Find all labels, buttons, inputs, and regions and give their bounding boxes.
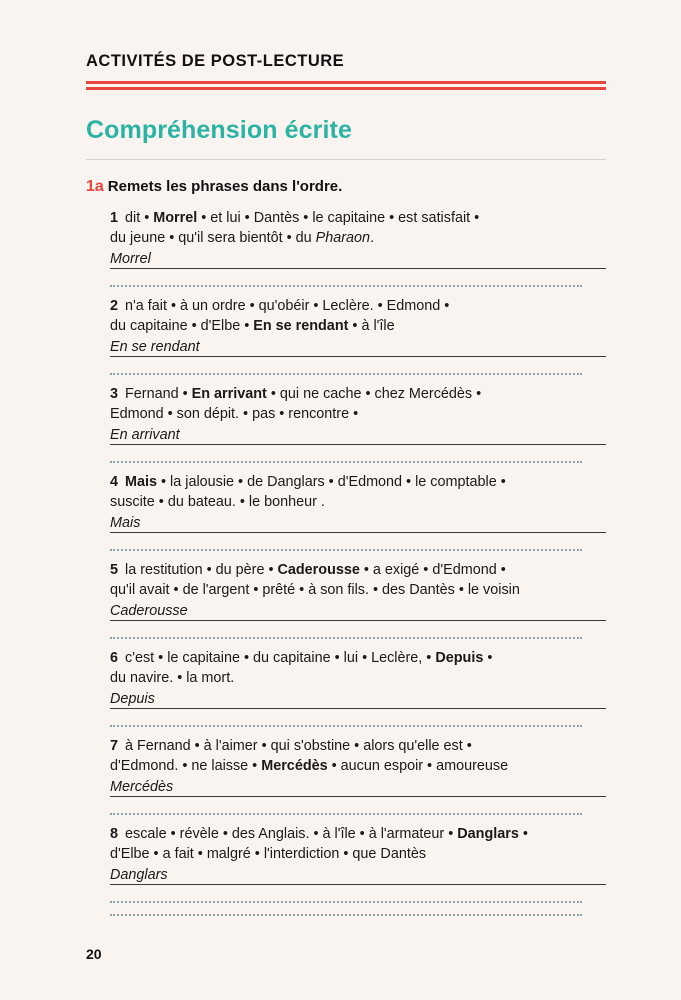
item-text-line <box>110 580 606 600</box>
page-title: Compréhension écrite <box>86 116 352 144</box>
answer-line[interactable] <box>110 338 606 360</box>
answer-dotted-line[interactable] <box>110 901 582 903</box>
exercise-item <box>110 648 606 727</box>
item-text-line <box>110 492 606 512</box>
answer-underline <box>110 620 606 621</box>
answer-underline <box>110 268 606 269</box>
exercise-item <box>110 208 606 287</box>
answer-start-word: Mais <box>110 515 141 531</box>
answer-dotted-line[interactable] <box>110 549 582 551</box>
item-text-segment: Mais <box>125 474 158 490</box>
answer-underline <box>110 444 606 445</box>
item-text-segment: Fernand • <box>125 386 192 402</box>
item-text-segment: Edmond • son dépit. • pas • rencontre • <box>110 406 359 422</box>
item-number: 6 <box>110 650 123 666</box>
exercise-items <box>110 208 606 916</box>
answer-line[interactable] <box>110 514 606 536</box>
rule-bar-top <box>86 81 606 84</box>
exercise-header <box>86 178 606 196</box>
item-text-line <box>110 844 606 864</box>
item-text-segment: du jeune • qu'il sera bientôt • du <box>110 230 316 246</box>
exercise-item <box>110 824 606 916</box>
answer-dotted-line[interactable] <box>110 461 582 463</box>
page-content <box>86 52 606 925</box>
item-text-segment: du capitaine • d'Elbe • <box>110 318 254 334</box>
item-number: 5 <box>110 562 123 578</box>
item-text-line <box>110 296 606 316</box>
item-text-line <box>110 316 606 336</box>
item-text-segment: . <box>370 230 375 246</box>
item-text-segment: • <box>483 650 493 666</box>
item-text-line <box>110 668 606 688</box>
page-number: 20 <box>86 946 102 962</box>
answer-underline <box>110 356 606 357</box>
double-rule <box>86 81 606 90</box>
item-text-line <box>110 208 606 228</box>
item-text-segment: Caderousse <box>277 562 360 578</box>
item-text-segment: Morrel <box>153 210 198 226</box>
item-text-line <box>110 228 606 248</box>
item-number: 3 <box>110 386 123 402</box>
item-text-segment: • qui ne cache • chez Mercédès • <box>266 386 482 402</box>
item-text-segment: dit • <box>125 210 154 226</box>
item-text-line <box>110 384 606 404</box>
answer-line[interactable] <box>110 690 606 712</box>
item-text-segment: Mercédès <box>261 758 328 774</box>
answer-underline <box>110 532 606 533</box>
exercise-item <box>110 736 606 815</box>
item-text-line <box>110 404 606 424</box>
item-text-line <box>110 560 606 580</box>
item-text-segment: la restitution • du père • <box>125 562 278 578</box>
answer-start-word: En se rendant <box>110 339 200 355</box>
divider <box>86 159 606 160</box>
exercise-instruction: Remets les phrases dans l'ordre. <box>107 178 343 195</box>
answer-start-word: Caderousse <box>110 603 188 619</box>
item-text-segment: • aucun espoir • amoureuse <box>327 758 509 774</box>
item-text-segment: Danglars <box>457 826 519 842</box>
answer-dotted-line[interactable] <box>110 813 582 815</box>
item-text-segment: c'est • le capitaine • du capitaine • lui • Leclère, • <box>125 650 436 666</box>
item-text-segment: d'Edmond. • ne laisse • <box>110 758 262 774</box>
answer-start-word: Morrel <box>110 251 151 267</box>
item-text-segment: • <box>518 826 528 842</box>
item-number: 4 <box>110 474 123 490</box>
answer-line[interactable] <box>110 426 606 448</box>
item-text-line <box>110 756 606 776</box>
item-text-segment: En se rendant <box>253 318 349 334</box>
answer-underline <box>110 708 606 709</box>
exercise-item <box>110 384 606 463</box>
answer-dotted-line[interactable] <box>110 725 582 727</box>
answer-line[interactable] <box>110 778 606 800</box>
exercise-number: 1a <box>86 178 104 195</box>
item-text-segment: • et lui • Dantès • le capitaine • est satisfait • <box>197 210 480 226</box>
answer-line[interactable] <box>110 250 606 272</box>
item-text-segment: Depuis <box>435 650 484 666</box>
answer-start-word: Depuis <box>110 691 155 707</box>
item-text-segment: à Fernand • à l'aimer • qui s'obstine • alors qu'elle est • <box>125 738 472 754</box>
answer-start-word: Mercédès <box>110 779 174 795</box>
answer-dotted-line[interactable] <box>110 373 582 375</box>
item-number: 7 <box>110 738 123 754</box>
item-text-segment: • a exigé • d'Edmond • <box>359 562 506 578</box>
item-text-segment: du navire. • la mort. <box>110 670 235 686</box>
item-text-segment: d'Elbe • a fait • malgré • l'interdiction • que Dantès <box>110 846 427 862</box>
answer-start-word: Danglars <box>110 867 168 883</box>
item-text-line <box>110 736 606 756</box>
answer-underline <box>110 884 606 885</box>
item-number: 1 <box>110 210 123 226</box>
answer-line[interactable] <box>110 602 606 624</box>
exercise-item <box>110 472 606 551</box>
rule-bar-bottom <box>86 87 606 90</box>
item-text-segment: suscite • du bateau. • le bonheur . <box>110 494 325 510</box>
item-text-segment: escale • révèle • des Anglais. • à l'île • à l'armateur • <box>125 826 458 842</box>
item-text-line <box>110 472 606 492</box>
answer-dotted-line[interactable] <box>110 914 582 916</box>
answer-start-word: En arrivant <box>110 427 180 443</box>
answer-dotted-line[interactable] <box>110 285 582 287</box>
item-number: 8 <box>110 826 123 842</box>
item-number: 2 <box>110 298 123 314</box>
item-text-line <box>110 648 606 668</box>
item-text-segment: • la jalousie • de Danglars • d'Edmond • le comptable • <box>157 474 506 490</box>
exercise-item <box>110 296 606 375</box>
exercise-item <box>110 560 606 639</box>
item-text-segment: Pharaon <box>315 230 371 246</box>
item-text-line <box>110 824 606 844</box>
answer-dotted-line[interactable] <box>110 637 582 639</box>
answer-underline <box>110 796 606 797</box>
item-text-segment: n'a fait • à un ordre • qu'obéir • Leclère. • Edmond • <box>125 298 450 314</box>
item-text-segment: En arrivant <box>191 386 267 402</box>
item-text-segment: • à l'île <box>348 318 395 334</box>
item-text-segment: qu'il avait • de l'argent • prêté • à son fils. • des Dantès • le voisin <box>110 582 520 598</box>
answer-line[interactable] <box>110 866 606 888</box>
section-title: ACTIVITÉS DE POST-LECTURE <box>86 52 345 70</box>
